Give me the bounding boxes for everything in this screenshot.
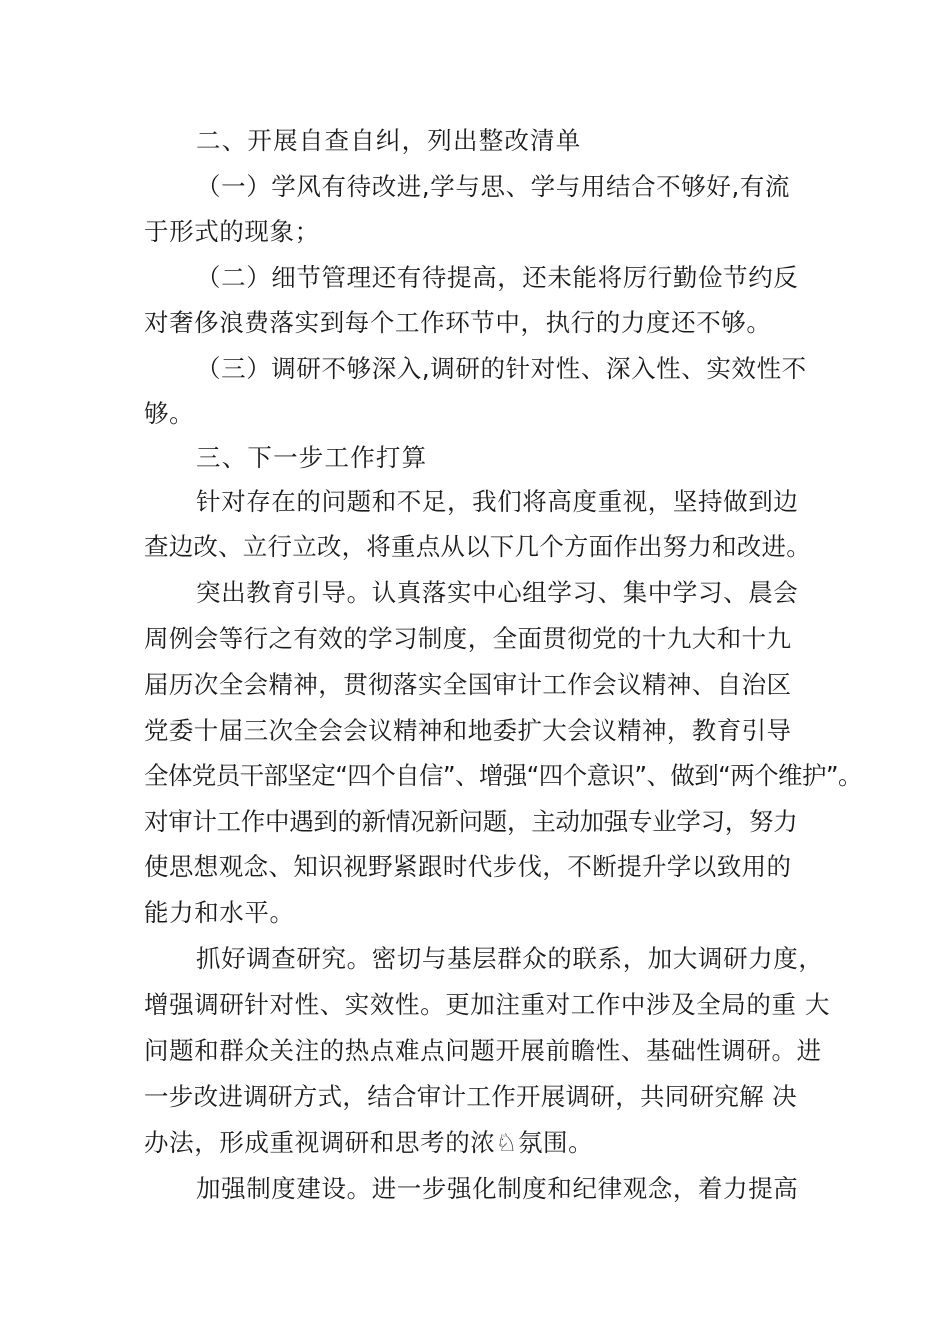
paragraph-line: 一步改进调研方式，结合审计工作开展调研，共同研究解 决: [144, 1082, 797, 1111]
paragraph-line: 抓好调查研究。密切与基层群众的联系，加大调研力度，: [196, 944, 824, 973]
paragraph-line: 党委十届三次全会会议精神和地委扩大会议精神，教育引导: [144, 716, 792, 745]
paragraph-line: （一）学风有待改进,学与思、学与用结合不够好,有流: [196, 172, 791, 201]
paragraph-line: 对审计工作中遇到的新情况新问题，主动加强专业学习，努力: [144, 807, 798, 836]
paragraph-line: 针对存在的问题和不足，我们将高度重视，坚持做到边: [196, 487, 799, 516]
paragraph-line: 突出教育引导。认真落实中心组学习、集中学习、晨会: [196, 578, 799, 607]
paragraph-line: 使思想观念、知识视野紧跟时代步伐，不断提升学以致用的: [144, 852, 792, 881]
paragraph-line: 够。: [144, 399, 195, 428]
paragraph-line: 对奢侈浪费落实到每个工作环节中，执行的力度还不够。: [144, 308, 772, 337]
paragraph-line: （二）细节管理还有待提高，还未能将厉行勤俭节约反: [196, 263, 799, 292]
section-heading-3: 三、下一步工作打算: [196, 443, 428, 472]
paragraph-line: 于形式的现象；: [144, 217, 320, 246]
paragraph-line: 查边改、立行立改，将重点从以下几个方面作出努力和改进。: [144, 532, 811, 561]
paragraph-line: 能力和水平。: [144, 898, 295, 927]
paragraph-line: 增强调研针对性、实效性。更加注重对工作中涉及全局的重 大: [144, 990, 831, 1019]
paragraph-line: 办法，形成重视调研和思考的浓♘氛围。: [144, 1128, 594, 1157]
paragraph-line: 全体党员干部坚定“四个自信”、增强“四个意识”、做到“两个维护”。: [144, 761, 862, 790]
paragraph-line: 加强制度建设。进一步强化制度和纪律观念，着力提高: [196, 1174, 799, 1203]
paragraph-line: （三）调研不够深入,调研的针对性、深入性、实效性不: [196, 354, 807, 383]
section-heading-2: 二、开展自查自纠，列出整改清单: [196, 126, 582, 155]
paragraph-line: 届历次全会精神，贯彻落实全国审计工作会议精神、自治区: [144, 670, 792, 699]
paragraph-line: 周例会等行之有效的学习制度，全面贯彻党的十九大和十九: [144, 624, 792, 653]
paragraph-line: 问题和群众关注的热点难点问题开展前瞻性、基础性调研。进: [144, 1036, 822, 1065]
